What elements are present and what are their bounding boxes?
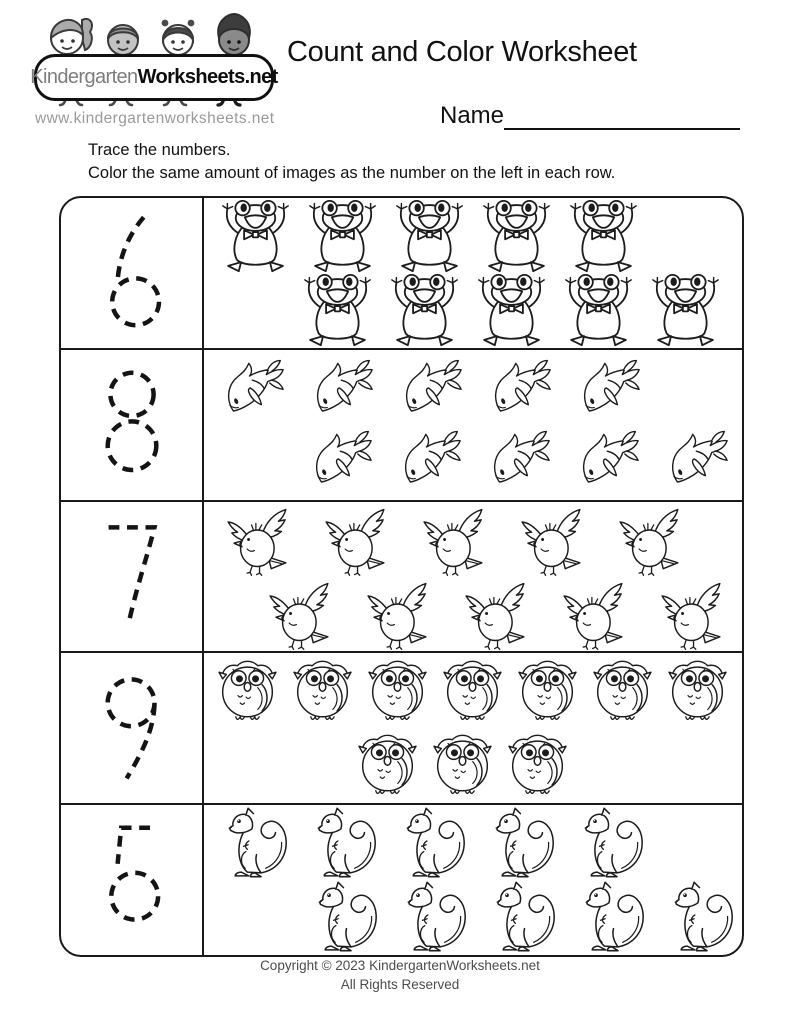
- squirrel-image: [391, 880, 480, 955]
- frog-image: [386, 199, 473, 275]
- trace-number-7: [61, 502, 204, 652]
- owl-image: [435, 654, 510, 727]
- instruction-line-1: Trace the numbers.: [88, 141, 231, 159]
- bird-bottom-line: [254, 577, 742, 650]
- name-label: Name: [440, 102, 505, 129]
- owl-image: [500, 728, 575, 801]
- owl-image: [360, 654, 435, 727]
- squirrel-image: [302, 880, 391, 955]
- dolphin-image: [300, 426, 389, 496]
- frog-top-line: [212, 199, 647, 275]
- dolphin-image: [390, 355, 479, 425]
- trace-number-6: [61, 198, 204, 348]
- copyright-line: Copyright © 2023 KindergartenWorksheets.net: [260, 958, 540, 973]
- dolphin-image: [568, 355, 657, 425]
- owl-image: [210, 654, 285, 727]
- bird-image: [408, 503, 506, 576]
- logo-brand-bold: Worksheets.net: [137, 66, 278, 88]
- trace-number-9: [61, 653, 204, 803]
- squirrel-image: [569, 880, 658, 955]
- trace-number-8: [61, 350, 204, 500]
- dolphin-image: [479, 355, 568, 425]
- page-title: Count and Color Worksheet: [287, 36, 637, 68]
- frog-bottom-line: [294, 273, 729, 348]
- squirrel-image: [480, 880, 569, 955]
- logo-brand-light: Kindergarten: [30, 66, 138, 88]
- bird-image: [450, 577, 548, 650]
- bird-image: [506, 503, 604, 576]
- squirrel-image: [658, 880, 742, 955]
- name-blank-line[interactable]: [504, 101, 740, 130]
- squirrel-bottom-line: [302, 880, 742, 955]
- squirrel-image: [212, 806, 301, 882]
- owl-image: [660, 654, 735, 727]
- squirrel-image: [568, 806, 657, 882]
- dolphin-image: [212, 355, 301, 425]
- bird-images-cell: [204, 502, 742, 652]
- owl-top-line: [210, 654, 735, 727]
- bird-image: [646, 577, 742, 650]
- logo-banner: [30, 54, 278, 101]
- owl-images-cell: [204, 653, 742, 803]
- bird-top-line: [212, 503, 702, 576]
- name-field-row: [440, 101, 740, 130]
- dolphin-image: [478, 426, 567, 496]
- frog-images-cell: [204, 198, 742, 348]
- frog-image: [642, 273, 729, 348]
- frog-image: [468, 273, 555, 348]
- dolphin-image: [301, 355, 390, 425]
- instructions: [88, 139, 615, 185]
- instruction-line-2: Color the same amount of images as the number on the left in each row.: [88, 164, 616, 182]
- owl-image: [510, 654, 585, 727]
- frog-image: [299, 199, 386, 275]
- squirrel-image: [390, 806, 479, 882]
- owl-image: [285, 654, 360, 727]
- squirrel-image: [479, 806, 568, 882]
- bird-image: [352, 577, 450, 650]
- worksheet-row-6-frog: [61, 198, 742, 350]
- frog-image: [294, 273, 381, 348]
- worksheet-table: [59, 196, 744, 957]
- worksheet-row-5-squirrel: [61, 805, 742, 955]
- bird-image: [254, 577, 352, 650]
- owl-image: [585, 654, 660, 727]
- footer: [0, 956, 800, 994]
- worksheet-row-8-dolphin: [61, 350, 742, 502]
- bird-image: [548, 577, 646, 650]
- squirrel-images-cell: [204, 805, 742, 955]
- owl-image: [350, 728, 425, 801]
- bird-image: [212, 503, 310, 576]
- bird-image: [310, 503, 408, 576]
- squirrel-image: [301, 806, 390, 882]
- owl-image: [425, 728, 500, 801]
- owl-bottom-line: [350, 728, 575, 801]
- frog-image: [473, 199, 560, 275]
- worksheet-row-7-bird: [61, 502, 742, 654]
- frog-image: [560, 199, 647, 275]
- frog-image: [212, 199, 299, 275]
- dolphin-bottom-line: [300, 426, 742, 496]
- frog-image: [381, 273, 468, 348]
- rights-line: All Rights Reserved: [340, 977, 460, 992]
- bird-image: [604, 503, 702, 576]
- squirrel-top-line: [212, 806, 657, 882]
- dolphin-image: [656, 426, 742, 496]
- worksheet-row-9-owl: [61, 653, 742, 805]
- dolphin-image: [389, 426, 478, 496]
- trace-number-5: [61, 805, 204, 955]
- dolphin-images-cell: [204, 350, 742, 500]
- dolphin-top-line: [212, 355, 657, 425]
- dolphin-image: [567, 426, 656, 496]
- logo-kids-icon: [38, 10, 266, 57]
- website-url: www.kindergartenworksheets.net: [35, 110, 275, 127]
- frog-image: [555, 273, 642, 348]
